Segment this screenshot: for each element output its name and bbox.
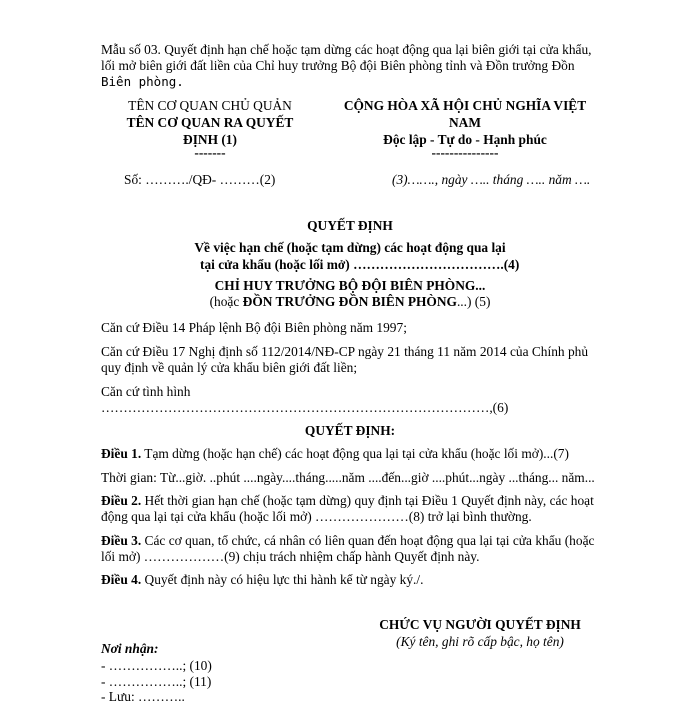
article-4: Điều 4. Quyết định này có hiệu lực thi hành kể từ ngày ký./. [101,572,424,587]
article-3-line-2: lối mở) ………………(9) chịu trách nhiệm chấp hành Quyết định này. [101,549,480,564]
authority-line-2: (hoặc ĐỒN TRƯỞNG ĐỒN BIÊN PHÒNG...) (5) [209,294,491,309]
agency-issuer-line-1: TÊN CƠ QUAN RA QUYẾT [126,114,294,130]
decision-number: Số: ………./QĐ- ………(2) [124,172,276,187]
signature-title: CHỨC VỤ NGƯỜI QUYẾT ĐỊNH [379,617,581,632]
basis-2-line-1: Căn cứ Điều 17 Nghị định số 112/2014/NĐ-CP ngày 21 tháng 11 năm 2014 của Chính phủ [101,344,589,359]
decision-date: (3)……., ngày ….. tháng ….. năm …. [392,172,591,187]
national-title-line-2: NAM [449,114,481,130]
intro-line-1: Mẫu số 03. Quyết định hạn chế hoặc tạm dừng các hoạt động qua lại biên giới tại cửa khẩu, [101,42,592,57]
subject-line-1: Về việc hạn chế (hoặc tạm dừng) các hoạt động qua lại [194,240,506,255]
signature-note: (Ký tên, ghi rõ cấp bậc, họ tên) [396,634,564,649]
article-2-line-2: động qua lại tại cửa khẩu (hoặc lối mở) …………………(8) trở lại bình thường. [101,509,532,524]
intro-line-3: Biên phòng. [101,74,184,89]
agency-issuer-line-2: ĐỊNH (1) [183,131,237,147]
recipient-2: - ……………..; (11) [101,674,212,689]
agency-parent: TÊN CƠ QUAN CHỦ QUẢN [128,98,292,113]
article-2-line-1: Điều 2. Hết thời gian hạn chế (hoặc tạm dừng) quy định tại Điều 1 Quyết định này, các hoạt [101,493,594,508]
basis-1: Căn cứ Điều 14 Pháp lệnh Bộ đội Biên phòng năm 1997; [101,320,407,335]
national-title-line-1: CỘNG HÒA XÃ HỘI CHỦ NGHĨA VIỆT [343,98,587,113]
header-right-dashes: --------------- [431,145,499,161]
decide-heading: QUYẾT ĐỊNH: [304,423,396,438]
authority-line-1: CHỈ HUY TRƯỞNG BỘ ĐỘI BIÊN PHÒNG... [214,278,486,293]
recipient-1: - ……………..; (10) [101,658,212,673]
recipients-heading: Nơi nhận: [101,641,159,656]
basis-3: Căn cứ tình hình [101,384,191,399]
header-left [96,98,324,161]
subject-line-2: tại cửa khẩu (hoặc lối mở) …………………………….(4) [200,257,520,272]
basis-3-dots: ……………………………………………………………………………,(6) [101,400,509,415]
article-1-time: Thời gian: Từ...giờ. ..phút ....ngày....tháng.....năm ....đến...giờ ....phút...ngày ...tháng... năm... [101,470,595,485]
header-right [325,98,605,161]
recipient-3: - Lưu: ……….. [101,689,185,704]
article-3-line-1: Điều 3. Các cơ quan, tổ chức, cá nhân có liên quan đến hoạt động qua lại tại cửa khẩu (hoặc [101,533,595,548]
article-1: Điều 1. Tạm dừng (hoặc hạn chế) các hoạt động qua lại tại cửa khẩu (hoặc lối mở)...(7) [101,446,569,461]
national-motto: Độc lập - Tự do - Hạnh phúc [383,131,547,147]
intro-line-2: lối mở biên giới đất liền của Chỉ huy trưởng Bộ đội Biên phòng tỉnh và Đồn trưởng Đồn [101,58,575,73]
document-title: QUYẾT ĐỊNH [307,218,393,233]
header-left-dashes: ------- [194,145,226,161]
basis-2-line-2: quy định về quản lý cửa khẩu biên giới đất liền; [101,360,358,375]
